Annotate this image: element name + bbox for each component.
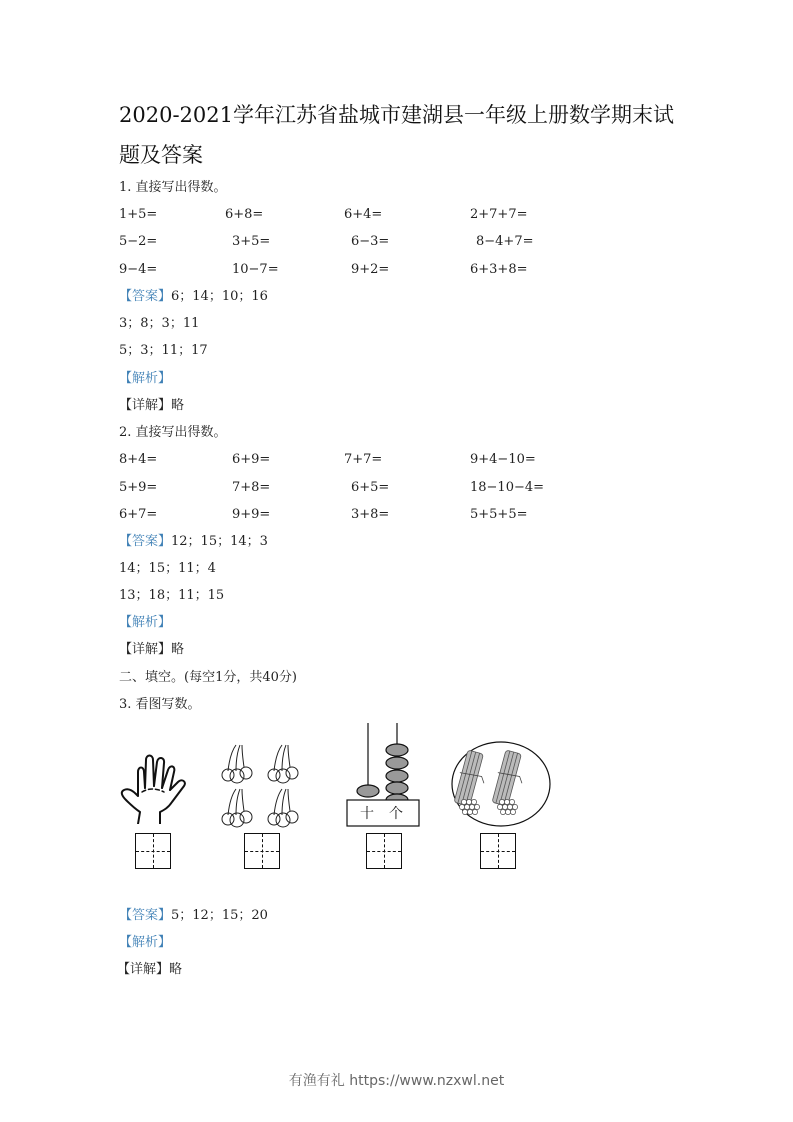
abacus-tens-label: 十 <box>360 806 374 822</box>
equation: 6−3= <box>351 234 390 249</box>
equation: 6+7= <box>119 507 158 522</box>
title-line-2: 题及答案 <box>119 143 203 167</box>
equation: 6+4= <box>344 207 383 222</box>
equation: 6+9= <box>232 452 271 467</box>
q2-analysis-label: 【解析】 <box>119 615 172 630</box>
equation: 8−4+7= <box>476 234 534 249</box>
q1-prompt: 1. 直接写出得数。 <box>119 180 227 195</box>
equation: 8+4= <box>119 452 158 467</box>
equation: 5−2= <box>119 234 158 249</box>
stick-bundles-icon <box>450 740 552 828</box>
equation: 2+7+7= <box>470 207 528 222</box>
equation: 6+5= <box>351 480 390 495</box>
title-line-1: 2020-2021学年江苏省盐城市建湖县一年级上册数学期末试 <box>119 103 674 127</box>
answer-text: 6；14；10；16 <box>171 289 268 304</box>
answer-label: 【答案】 <box>119 908 172 923</box>
q3-analysis-label: 【解析】 <box>119 935 172 950</box>
equation: 5+9= <box>119 480 158 495</box>
q2-answer-line-2: 14；15；11；4 <box>119 561 216 576</box>
q1-analysis-label: 【解析】 <box>119 371 172 386</box>
q1-answer-line-2: 3；8；3；11 <box>119 316 200 331</box>
abacus-ones-label: 个 <box>389 806 403 822</box>
cherries-icon <box>220 743 312 829</box>
answer-label: 【答案】 <box>119 289 172 304</box>
answer-box-sticks[interactable] <box>480 833 516 869</box>
q1-detail <box>119 397 184 415</box>
page-title <box>119 95 689 175</box>
equation: 3+5= <box>232 234 271 249</box>
equation: 9−4= <box>119 262 158 277</box>
q3-detail <box>117 961 182 979</box>
equation: 9+9= <box>232 507 271 522</box>
answer-label: 【答案】 <box>119 534 172 549</box>
equation: 6+8= <box>225 207 264 222</box>
equation: 5+5+5= <box>470 507 528 522</box>
detail-text: 略 <box>171 398 185 413</box>
equation: 9+4−10= <box>470 452 536 467</box>
q3-answer-line <box>119 907 268 925</box>
hand-icon <box>120 752 190 824</box>
footer-watermark: 有渔有礼 https://www.nzxwl.net <box>288 1073 505 1089</box>
detail-label: 【详解】 <box>119 642 172 657</box>
q2-answer-line-1 <box>119 533 268 551</box>
equation: 9+2= <box>351 262 390 277</box>
q1-answer-line-1 <box>119 288 268 306</box>
q2-prompt: 2. 直接写出得数。 <box>119 425 227 440</box>
equation: 18−10−4= <box>470 480 545 495</box>
equation: 10−7= <box>232 262 279 277</box>
equation: 3+8= <box>351 507 390 522</box>
answer-text: 12；15；14；3 <box>171 534 268 549</box>
section-heading: 二、填空。(每空1分，共40分) <box>119 670 297 685</box>
q1-answer-line-3: 5；3；11；17 <box>119 343 208 358</box>
detail-label: 【详解】 <box>119 398 172 413</box>
detail-text: 略 <box>169 962 183 977</box>
answer-box-cherries[interactable] <box>244 833 280 869</box>
answer-box-hand[interactable] <box>135 833 171 869</box>
equation: 1+5= <box>119 207 158 222</box>
abacus-icon <box>346 723 420 827</box>
detail-label: 【详解】 <box>117 962 170 977</box>
q3-prompt: 3. 看图写数。 <box>119 697 201 712</box>
equation: 7+8= <box>232 480 271 495</box>
detail-text: 略 <box>171 642 185 657</box>
q2-answer-line-3: 13；18；11；15 <box>119 588 225 603</box>
equation: 6+3+8= <box>470 262 528 277</box>
equation: 7+7= <box>344 452 383 467</box>
answer-text: 5；12；15；20 <box>171 908 268 923</box>
answer-box-abacus[interactable] <box>366 833 402 869</box>
q2-detail <box>119 641 184 659</box>
